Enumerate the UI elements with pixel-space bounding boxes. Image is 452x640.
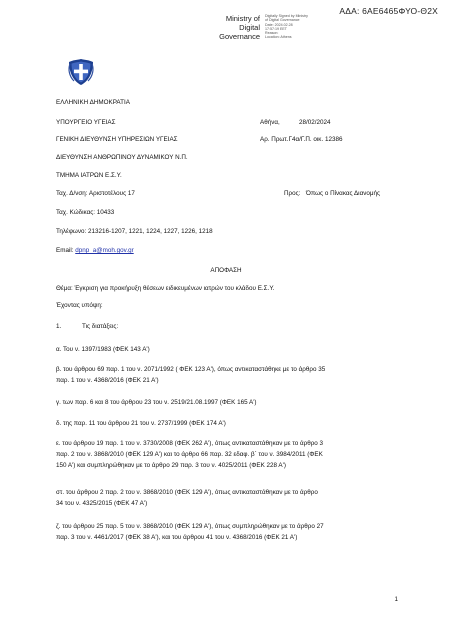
page-number: 1 — [394, 596, 398, 603]
postal-address: Ταχ. Δ/νση: Αριστοτέλους 17 — [56, 190, 135, 197]
department-name: ΤΜΗΜΑ ΙΑΤΡΩΝ Ε.Σ.Υ. — [56, 172, 122, 179]
provision-e: ε. του άρθρου 19 παρ. 1 του ν. 3730/2008 (ΦΕΚ 262 Α'), όπως αντικαταστάθηκαν με το άρθρο 3 παρ. 2 του ν. 3868/2010 (ΦΕΚ 129 Α') και το άρθρο 66 παρ. 32 εδαφ. β΄ του ν. 3984/2011 (ΦΕΚ 150 Α') και συμπληρώθηκαν με το άρθρο 29 παρ. 3 του ν. 4025/2011 (ΦΕΚ 228 Α') — [56, 440, 324, 469]
item-1-text: Τις διατάξεις: — [82, 323, 119, 330]
considering-line: Έχοντας υπόψη: — [56, 302, 103, 309]
recipients-label: Προς: — [284, 190, 301, 197]
provision-f: στ. του άρθρου 2 παρ. 2 του ν. 3868/2010 (ΦΕΚ 129 Α'), όπως αντικαταστάθηκαν με το άρθρο 34 του ν. 4325/2015 (ΦΕΚ 47 Α') — [56, 489, 318, 507]
email-label: Email: — [56, 247, 74, 254]
signature-details: Digitally Signed by Ministry of Digital Governance Date: 2024.02.28 17:57:19 EET Reason: Location: Athens — [265, 14, 308, 40]
hellenic-republic-emblem-icon — [66, 57, 96, 87]
general-directorate: ΓΕΝΙΚΗ ΔΙΕΥΘΥΝΣΗ ΥΠΗΡΕΣΙΩΝ ΥΓΕΙΑΣ — [56, 136, 178, 143]
document-date: 28/02/2024 — [299, 119, 331, 126]
provision-c: γ. των παρ. 6 και 8 του άρθρου 23 του ν. 2519/21.08.1997 (ΦΕΚ 165 Α') — [56, 399, 257, 406]
provision-a: α. Του ν. 1397/1983 (ΦΕΚ 143 Α') — [56, 346, 150, 353]
postal-code: Ταχ. Κώδικας: 10433 — [56, 209, 115, 216]
recipients-value: Όπως ο Πίνακας Διανομής — [306, 190, 381, 197]
protocol-number: Αρ. Πρωτ.Γ4α/Γ.Π. οικ. 12386 — [260, 136, 343, 143]
ada-code: ΑΔΑ: 6ΑΕ6465ΦΥΟ-Θ2Χ — [339, 6, 438, 16]
email-link[interactable]: dpnp_a@moh.gov.gr — [75, 247, 134, 254]
place-city: Αθήνα, — [260, 119, 280, 126]
decision-title: ΑΠΟΦΑΣΗ — [210, 267, 242, 274]
provision-d: δ. της παρ. 11 του άρθρου 21 του ν. 2737/1999 (ΦΕΚ 174 Α') — [56, 420, 226, 427]
directorate-name: ΔΙΕΥΘΥΝΣΗ ΑΝΘΡΩΠΙΝΟΥ ΔΥΝΑΜΙΚΟΥ Ν.Π. — [56, 154, 188, 161]
signer-name: Ministry of Digital Governance — [219, 14, 260, 41]
email-line — [56, 247, 134, 255]
ministry-name: ΥΠΟΥΡΓΕΙΟ ΥΓΕΙΑΣ — [56, 119, 116, 126]
phone-numbers: Τηλέφωνο: 213216-1207, 1221, 1224, 1227, 1226, 1218 — [56, 228, 213, 235]
item-1-number: 1. — [56, 323, 62, 330]
republic-heading: ΕΛΛΗΝΙΚΗ ΔΗΜΟΚΡΑΤΙΑ — [56, 99, 130, 106]
subject-line: Θέμα: Έγκριση για προκήρυξη θέσεων ειδικευμένων ιατρών του κλάδου Ε.Σ.Υ. — [56, 285, 275, 292]
provision-b: β. του άρθρου 69 παρ. 1 του ν. 2071/1992 ( ΦΕΚ 123 Α'), όπως αντικαταστάθηκε με το άρθρο 35 παρ. 1 του ν. 4368/2016 (ΦΕΚ 21 Α') — [56, 366, 326, 384]
provision-g: ζ. του άρθρου 25 παρ. 5 του ν. 3868/2010 (ΦΕΚ 129 Α'), όπως συμπληρώθηκαν με το άρθρο 27 παρ. 3 του ν. 4461/2017 (ΦΕΚ 38 Α'), και του άρθρου 41 του ν. 4368/2016 (ΦΕΚ 21 Α') — [56, 523, 324, 541]
